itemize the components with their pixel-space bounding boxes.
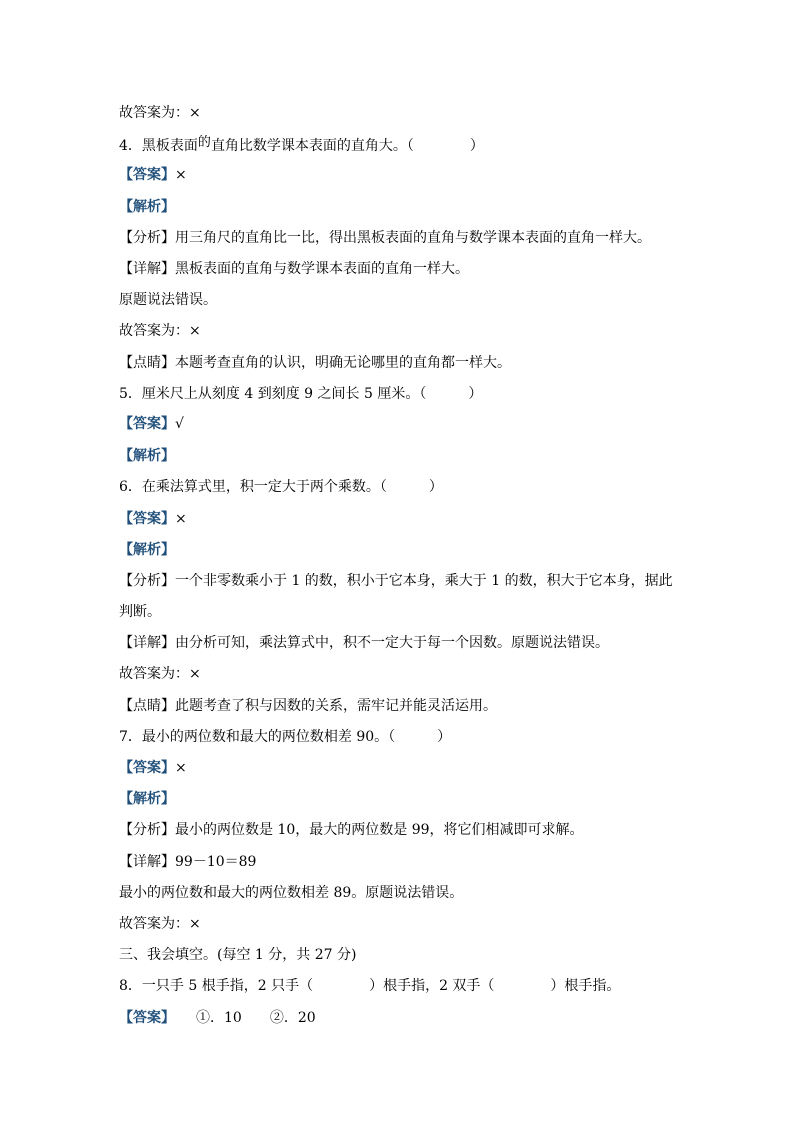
answer-line: 故答案为：× [119,916,201,932]
question-7: 7．最小的两位数和最大的两位数相差 90。（ ） [119,729,452,745]
analysis-heading: 【解析】 [119,448,175,464]
analysis-row: 【分析】用三角尺的直角比一比，得出黑板表面的直角与数学课本表面的直角一样大。 [119,230,651,246]
answer-line: 故答案为：× [119,105,201,121]
answer-line: 故答案为：× [119,666,201,682]
answer-row: 【答案】 ①．10 ②．20 [119,1010,316,1026]
text-line: 最小的两位数和最大的两位数相差 89。原题说法错误。 [119,885,464,901]
detail-row: 【详解】由分析可知，乘法算式中，积不一定大于每一个因数。原题说法错误。 [119,635,609,651]
answer-row: 【答案】× [119,167,187,183]
detail-row: 【详解】99－10＝89 [119,854,257,870]
question-6: 6．在乘法算式里，积一定大于两个乘数。（ ） [119,479,443,495]
text-line: 原题说法错误。 [119,292,217,308]
analysis-heading: 【解析】 [119,542,175,558]
analysis-heading: 【解析】 [119,199,175,215]
detail-row: 【详解】黑板表面的直角与数学课本表面的直角一样大。 [119,261,469,277]
question-8: 8．一只手 5 根手指，2 只手（ ）根手指，2 双手（ ）根手指。 [119,978,621,994]
comment-row: 【点睛】此题考查了积与因数的关系，需牢记并能灵活运用。 [119,698,497,714]
question-4: 4．黑板表面的直角比数学课本表面的直角大。（ ） [119,135,484,154]
analysis-row: 【分析】最小的两位数是 10，最大的两位数是 99，将它们相减即可求解。 [119,822,584,838]
answer-row: 【答案】× [119,760,187,776]
analysis-row: 【分析】一个非零数乘小于 1 的数，积小于它本身，乘大于 1 的数，积大于它本身，据此 [119,573,673,589]
answer-line: 故答案为：× [119,323,201,339]
comment-row: 【点睛】本题考查直角的认识，明确无论哪里的直角都一样大。 [119,355,511,371]
answer-row: 【答案】√ [119,416,184,432]
answer-row: 【答案】× [119,511,187,527]
section-heading: 三、我会填空。(每空 1 分，共 27 分) [119,947,357,963]
text-line: 判断。 [119,604,161,620]
analysis-heading: 【解析】 [119,791,175,807]
question-5: 5．厘米尺上从刻度 4 到刻度 9 之间长 5 厘米。（ ） [119,386,483,402]
